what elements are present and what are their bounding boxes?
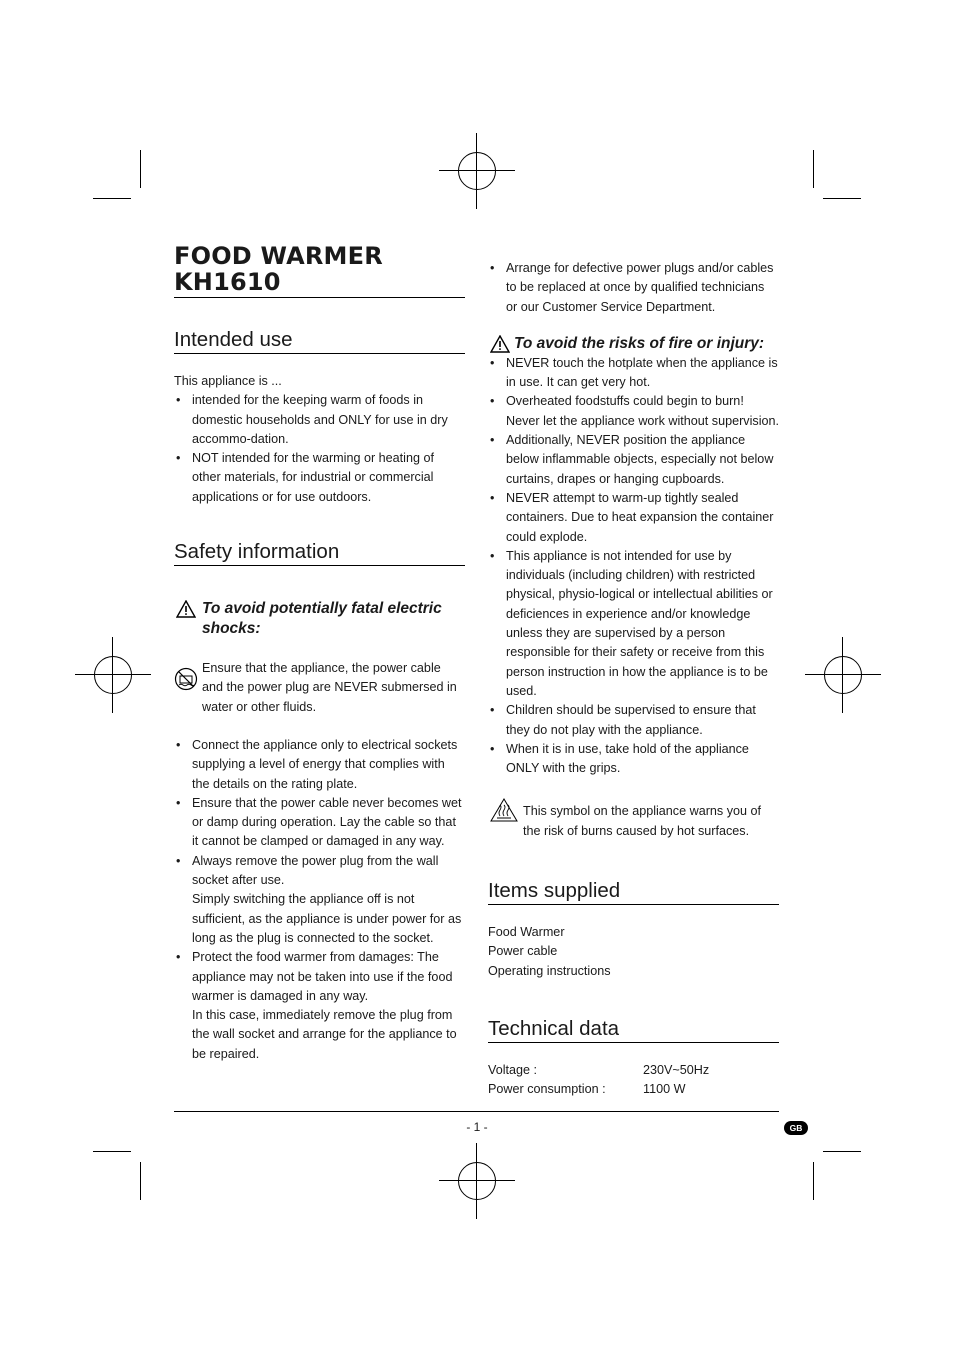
items-supplied-heading: Items supplied [488, 879, 779, 905]
registration-mark-top [458, 152, 496, 190]
fire-warning-heading [488, 334, 779, 354]
warning-triangle-icon [176, 600, 196, 618]
submerge-text: Ensure that the appliance, the power cable and the power plug are NEVER submersed in water or other fluids. [202, 661, 457, 714]
list-item: • NEVER attempt to warm-up tightly sealed containers. Due to heat expansion the container could explode. [488, 489, 779, 547]
intended-use-intro: This appliance is ... [174, 374, 282, 388]
language-badge: GB [784, 1121, 808, 1135]
fire-warning-text: To avoid the risks of fire or injury: [514, 334, 765, 352]
registration-mark-right [824, 656, 862, 694]
technical-data-table [488, 1061, 779, 1100]
hot-surface-text: This symbol on the appliance warns you of the risk of burns caused by hot surfaces. [523, 804, 762, 838]
list-item: • Connect the appliance only to electrical sockets supplying a level of energy that complies with the details on the rating plate. [174, 736, 465, 794]
table-row [488, 1061, 779, 1080]
warning-triangle-icon [490, 335, 510, 353]
electric-safety-list [174, 736, 465, 1064]
tech-value: 1100 W [643, 1082, 686, 1097]
arrange-list [488, 259, 779, 317]
tech-label: Power consumption : [488, 1082, 606, 1097]
list-item: • Ensure that the power cable never becomes wet or damp during operation. Lay the cable so that it cannot be clamped or damaged in any way. [174, 794, 465, 852]
items-supplied-list [488, 923, 779, 981]
list-item: Food Warmer [488, 925, 565, 940]
right-column [488, 259, 779, 1100]
list-item: • NOT intended for the warming or heating of other materials, for industrial or commercial applications or for use outdoors. [174, 449, 465, 507]
list-item-extra: In this case, immediately remove the plug from the wall socket and arrange for the appliance to be repaired. [192, 1008, 457, 1061]
hot-surface-warning-icon [490, 798, 518, 822]
safety-heading: Safety information [174, 540, 465, 566]
hot-surface-note [488, 802, 779, 841]
shock-warning-text: To avoid potentially fatal electric shocks: [202, 600, 442, 638]
footer-divider [174, 1111, 779, 1112]
page-number: - 1 - [466, 1120, 488, 1134]
list-item-text: • Always remove the power plug from the wall socket after use. [192, 853, 439, 888]
intended-use-list [174, 391, 465, 507]
list-item: • Overheated foodstuffs could begin to burn! Never let the appliance work without supervision. [488, 392, 779, 431]
left-column [174, 243, 465, 1064]
table-row [488, 1080, 779, 1099]
list-item: • Children should be supervised to ensure that they do not play with the appliance. [488, 701, 779, 740]
list-item [174, 948, 465, 1064]
technical-data-heading: Technical data [488, 1017, 779, 1043]
list-item: • Arrange for defective power plugs and/or cables to be replaced at once by qualified technicians or our Customer Service Department. [488, 259, 779, 317]
page-title [174, 243, 465, 298]
list-item-extra: Simply switching the appliance off is not sufficient, as the appliance is under power for as long as the plug is connected to the socket. [192, 892, 462, 945]
list-item: Operating instructions [488, 963, 611, 978]
list-item: • When it is in use, take hold of the appliance ONLY with the grips. [488, 740, 779, 779]
registration-mark-left [94, 656, 132, 694]
list-item-text: • Protect the food warmer from damages: The appliance may not be taken into use if the food warmer is damaged in any way. [192, 950, 453, 1003]
list-item: • This appliance is not intended for use by individuals (including children) with restricted physical, physio-logical or intellectual abilities or deficiences in experience and/or knowledge unless they are supervised by a person responsible for their safety or receive from this person instruction in how the appliance is to be used. [488, 547, 779, 701]
list-item: • NEVER touch the hotplate when the appliance is in use. It can get very hot. [488, 354, 779, 393]
title-line-1: FOOD WARMER [174, 242, 383, 270]
submerge-warning [174, 659, 465, 717]
list-item: • intended for the keeping warm of foods in domestic households and ONLY for use in dry accommo-dation. [174, 391, 465, 449]
fire-safety-list [488, 354, 779, 779]
intended-use-heading: Intended use [174, 328, 465, 354]
tech-value: 230V~50Hz [643, 1062, 710, 1077]
list-item: Power cable [488, 944, 558, 959]
title-line-2: KH1610 [174, 268, 281, 296]
list-item: • Additionally, NEVER position the appliance below inflammable objects, especially not below curtains, drapes or hanging cupboards. [488, 431, 779, 489]
registration-mark-bottom [458, 1162, 496, 1200]
tech-label: Voltage : [488, 1062, 538, 1077]
list-item [174, 852, 465, 948]
no-water-icon [174, 667, 198, 691]
shock-warning-heading [174, 599, 465, 639]
